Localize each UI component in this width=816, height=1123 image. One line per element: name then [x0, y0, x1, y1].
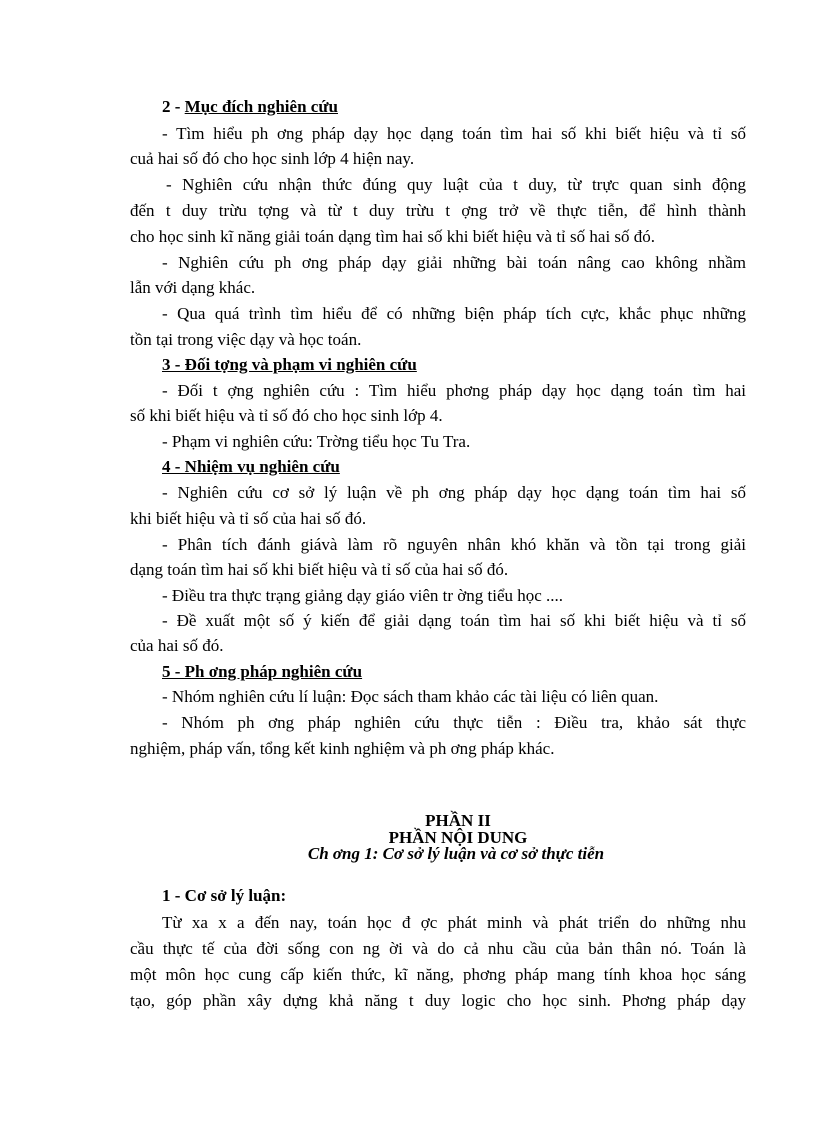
- paragraph-line: nghiệm, pháp vấn, tổng kết kinh nghiệm và ph ơng pháp khác.: [130, 739, 555, 758]
- paragraph-line: - Nhóm nghiên cứu lí luận: Đọc sách tham khảo các tài liệu có liên quan.: [162, 687, 659, 706]
- paragraph-line: đến t duy trừu tợng và từ t duy trừu t ợng trở về thực tiễn, để hình thành: [130, 201, 746, 220]
- paragraph-line: của hai số đó.: [130, 636, 224, 655]
- paragraph-line: cuả hai số đó cho học sinh lớp 4 hiện nay.: [130, 149, 415, 168]
- paragraph-line: - Phân tích đánh giávà làm rõ nguyên nhân khó khăn và tồn tại trong giải: [162, 535, 746, 554]
- heading-label: Mục đích nghiên cứu: [184, 97, 338, 116]
- paragraph-line: tạo, góp phần xây dựng khả năng t duy logic cho học sinh. Phơng pháp dạy: [130, 991, 746, 1010]
- heading-scope: 3 - Đối tợng và phạm vi nghiên cứu: [162, 355, 417, 374]
- paragraph-line: một môn học cung cấp kiến thức, kĩ năng, phơng pháp mang tính khoa học sáng: [130, 965, 746, 984]
- paragraph-line: cầu thực tế của đời sống con ng ời và do cả nhu cầu của bản thân nó. Toán là: [130, 939, 746, 958]
- heading-tasks: 4 - Nhiệm vụ nghiên cứu: [162, 457, 340, 476]
- chapter-title: Ch ơng 1: Cơ sở lý luận và cơ sở thực tiễn: [307, 844, 605, 863]
- heading-number: 2 -: [162, 97, 185, 116]
- paragraph-line: - Qua quá trình tìm hiểu để có những biện pháp tích cực, khắc phục những: [162, 304, 746, 323]
- part-subtitle: PHẦN NỘI DUNG: [388, 828, 528, 847]
- paragraph-line: - Điều tra thực trạng giảng dạy giáo viên tr ờng tiểu học ....: [162, 586, 564, 605]
- heading-methods: 5 - Ph ơng pháp nghiên cứu: [162, 662, 363, 681]
- paragraph-line: lẫn với dạng khác.: [130, 278, 256, 297]
- paragraph-line: - Đề xuất một số ý kiến để giải dạng toán tìm hai số khi biết hiệu và tỉ số: [162, 611, 746, 630]
- section-heading: 1 - Cơ sở lý luận:: [162, 886, 287, 905]
- paragraph-line: - Nhóm ph ơng pháp nghiên cứu thực tiễn : Điều tra, khảo sát thực: [162, 713, 746, 732]
- paragraph-line: tồn tại trong việc dạy và học toán.: [130, 330, 362, 349]
- part-title: PHẦN II: [425, 811, 491, 830]
- paragraph-line: - Nghiên cứu nhận thức đúng quy luật của t duy, từ trực quan sinh động: [166, 175, 746, 194]
- heading-purpose: [162, 97, 338, 117]
- paragraph-line: Từ xa x a đến nay, toán học đ ợc phát minh và phát triển do những nhu: [162, 913, 746, 932]
- paragraph-line: - Đối t ợng nghiên cứu : Tìm hiểu phơng pháp dạy học dạng toán tìm hai: [162, 381, 746, 400]
- paragraph-line: - Tìm hiểu ph ơng pháp dạy học dạng toán tìm hai số khi biết hiệu và tỉ số: [162, 124, 746, 143]
- paragraph-line: - Nghiên cứu ph ơng pháp dạy giải những bài toán nâng cao không nhầm: [162, 253, 746, 272]
- paragraph-line: cho học sinh kĩ năng giải toán dạng tìm hai số khi biết hiệu và tỉ số hai số đó.: [130, 227, 656, 246]
- paragraph-line: số khi biết hiệu và tỉ số đó cho học sinh lớp 4.: [130, 406, 443, 425]
- paragraph-line: khi biết hiệu và tỉ số của hai số đó.: [130, 509, 367, 528]
- paragraph-line: - Phạm vi nghiên cứu: Trờng tiểu học Tu Tra.: [162, 432, 471, 451]
- paragraph-line: - Nghiên cứu cơ sở lý luận về ph ơng pháp dạy học dạng toán tìm hai số: [162, 483, 746, 502]
- paragraph-line: dạng toán tìm hai số khi biết hiệu và tỉ số của hai số đó.: [130, 560, 509, 579]
